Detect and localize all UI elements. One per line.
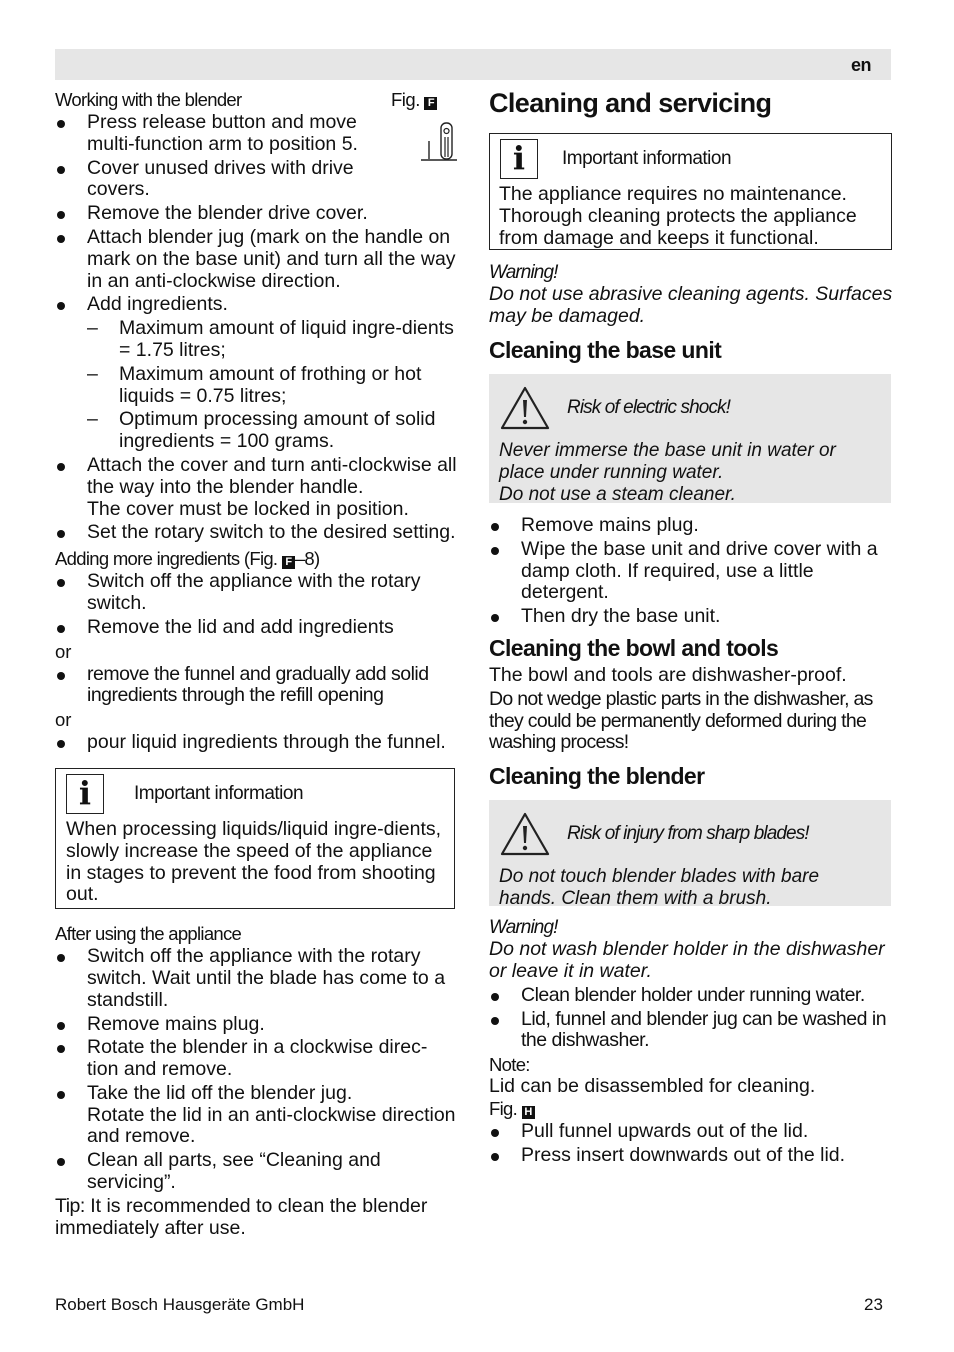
warning-title: Risk of injury from sharp blades! [567, 823, 809, 845]
figure-ref: Fig. H [489, 1098, 893, 1120]
heading-base-unit: Cleaning the base unit [489, 336, 722, 363]
tip-text: It is recommended to clean the blender immediately after use. [55, 1194, 428, 1239]
list-item: Switch off the appliance with the rotary switch. [55, 571, 457, 615]
section-adding-ingredients [55, 548, 457, 754]
important-info-box [55, 768, 455, 909]
list-item: Clean all parts, see “Cleaning and servicing”. [55, 1150, 457, 1194]
warning-triangle-icon [499, 385, 551, 431]
list-item: Cover unused drives with drive covers. [55, 158, 387, 202]
list-item: Wipe the base unit and drive cover with a damp cloth. If required, use a little detergent. [489, 539, 893, 604]
warning-triangle-icon [499, 811, 551, 857]
figure-ref: Fig. F [391, 89, 437, 111]
lid-steps [489, 1121, 893, 1167]
list-item: Remove mains plug. [489, 515, 893, 537]
list-item: Remove the blender drive cover. [55, 203, 457, 225]
important-info-box [489, 133, 892, 250]
warning-text: Do not wash blender holder in the dishwasher or leave it in water. [489, 938, 885, 982]
list-item: Press insert downwards out of the lid. [489, 1145, 893, 1167]
or-connector: or [55, 709, 72, 731]
electric-shock-warning [489, 374, 891, 503]
info-text: When processing liquids/liquid ingre-dients, slowly increase the speed of the appliance in stages to prevent the food from shooting out. [66, 817, 442, 906]
page-number: 23 [864, 1295, 883, 1314]
list-item: Add ingredients. [55, 294, 457, 316]
bowl-paragraph: The bowl and tools are dishwasher-proof. [489, 663, 847, 686]
sub-list-item: – Maximum amount of liquid ingre-dients = 1.75 litres; [55, 318, 457, 362]
tip-label: Tip: [55, 1194, 85, 1217]
bowl-paragraph: Do not wedge plastic parts in the dishwasher, as they could be permanently deformed during the washing process! [489, 687, 873, 754]
heading-bowl-tools: Cleaning the bowl and tools [489, 634, 779, 661]
list-item: Then dry the base unit. [489, 606, 893, 628]
info-icon: i [66, 774, 104, 814]
warning-header [499, 382, 881, 434]
blender-steps [489, 985, 893, 1052]
info-header [66, 769, 444, 819]
footer-company: Robert Bosch Hausgeräte GmbH [55, 1295, 305, 1314]
warning-text: Do not use a steam cleaner. [499, 483, 736, 505]
warning-header [499, 808, 881, 860]
list-item: Set the rotary switch to the desired setting. [55, 522, 457, 544]
note-text: Lid can be disassembled for cleaning. [489, 1075, 816, 1098]
section-title: Working with the blender [55, 89, 242, 110]
warning-title: Risk of electric shock! [567, 397, 731, 419]
blender-arm-icon [419, 119, 459, 165]
or-connector: or [55, 640, 72, 662]
info-icon: i [500, 139, 538, 179]
info-text: The appliance requires no maintenance. Thorough cleaning protects the appliance from damage and keeps it functional. [499, 183, 857, 249]
list-item-continuation: The cover must be locked in position. [87, 497, 409, 520]
list-item: Switch off the appliance with the rotary switch. Wait until the blade has come to a standstill. [55, 946, 457, 1011]
sub-list-item: – Maximum amount of frothing or hot liquids = 0.75 litres; [55, 364, 457, 408]
list-item: Remove mains plug. [55, 1014, 457, 1036]
list-item: Rotate the blender in a clockwise direc-tion and remove. [55, 1037, 457, 1081]
list-item: Press release button and move multi-function arm to position 5. [55, 112, 387, 156]
list-item: Lid, funnel and blender jug can be washed in the dishwasher. [489, 1009, 893, 1053]
right-column [489, 86, 893, 1169]
list-item: Attach the cover and turn anti-clockwise all the way into the blender handle. [55, 455, 457, 499]
info-title: Important information [562, 148, 732, 170]
list-item-continuation: Rotate the lid in an anti-clockwise direction and remove. [87, 1103, 456, 1148]
section-title: Adding more ingredients (Fig. F –8) [55, 548, 320, 570]
warning-label: Warning! [489, 917, 558, 939]
base-unit-steps [489, 515, 893, 628]
warning-text: Do not use abrasive cleaning agents. Surfaces may be damaged. [489, 283, 893, 328]
warning-blender-holder [489, 917, 893, 983]
section-working-with-blender [55, 89, 457, 544]
list-item: pour liquid ingredients through the funnel. [55, 732, 457, 754]
list-item: remove the funnel and gradually add solid ingredients through the refill opening [55, 664, 457, 708]
warning-abrasive [489, 262, 893, 328]
sharp-blades-warning [489, 800, 891, 909]
list-item: Take the lid off the blender jug. [55, 1083, 457, 1105]
info-header [500, 134, 881, 184]
warning-text: Do not touch blender blades with bare hands. Clean them with a brush. [499, 866, 820, 909]
section-after-use [55, 923, 457, 1239]
page-title: Cleaning and servicing [489, 88, 772, 118]
left-column [55, 89, 457, 1239]
list-item: Clean blender holder under running water. [489, 985, 893, 1007]
heading-blender: Cleaning the blender [489, 763, 705, 790]
list-item: Pull funnel upwards out of the lid. [489, 1121, 893, 1143]
list-item: Remove the lid and add ingredients [55, 617, 457, 639]
header-bar [55, 49, 891, 80]
warning-label: Warning! [489, 262, 558, 284]
language-code: en [850, 55, 871, 75]
info-title: Important information [134, 783, 304, 805]
list-item: Attach blender jug (mark on the handle on mark on the base unit) and turn all the way in an anti-clockwise direction. [55, 227, 457, 292]
section-title: After using the appliance [55, 923, 242, 945]
tip [55, 1196, 457, 1240]
warning-text: Never immerse the base unit in water or place under running water. [499, 439, 836, 483]
sub-list-item: – Optimum processing amount of solid ingredients = 100 grams. [55, 409, 457, 453]
note-label: Note: [489, 1054, 530, 1076]
